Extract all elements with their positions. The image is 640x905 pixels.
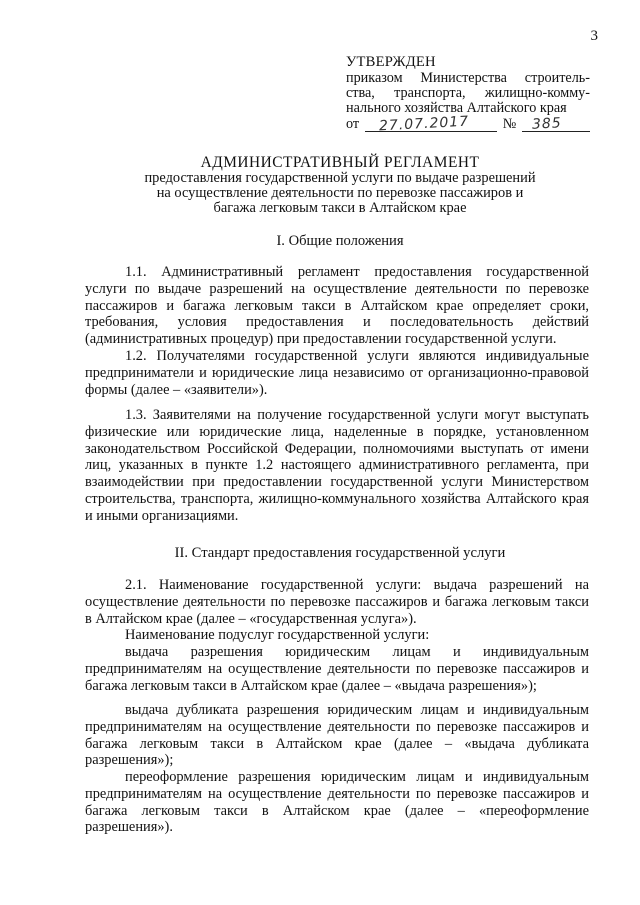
document-title: АДМИНИСТРАТИВНЫЙ РЕГЛАМЕНТ xyxy=(200,154,480,171)
subtitle-line: багажа легковым такси в Алтайском крае xyxy=(213,200,467,216)
number-prefix: № xyxy=(502,116,517,132)
paragraph-subservices-intro: Наименование подуслуг государственной услуги: xyxy=(125,627,430,643)
paragraph-subservice-issue: выдача разрешения юридическим лицам и индивидуальным предпринимателям на осуществление деятельности по перевозке пассажиров и багажа легковым такси в Алтайском крае (далее – «выдача разрешения»); xyxy=(85,644,589,694)
approval-title: УТВЕРЖДЕН xyxy=(346,54,436,70)
paragraph-1-3: 1.3. Заявителями на получение государственной услуги могут выступать физические или юридические лица, наделенные в порядке, установленном законодательством Российской Федерации, полномочиями выступать от имени лиц, указанных в пункте 1.2 настоящего административного регламента, при взаимодействии при предоставлении государственной услуги Министерством строительства, транспорта, жилищно-коммунального хозяйства Алтайского края и иными организациями. xyxy=(85,407,589,524)
approval-date-row xyxy=(346,113,590,135)
paragraph-subservice-reissue: переоформление разрешения юридическим лицам и индивидуальным предпринимателям на осуществление деятельности по перевозке пассажиров и багажа легковым такси в Алтайском крае (далее – «переоформление разрешения»). xyxy=(85,769,589,836)
approval-block xyxy=(346,54,590,135)
section-heading-standard: II. Стандарт предоставления государственной услуги xyxy=(174,545,506,561)
paragraph-subservice-duplicate: выдача дубликата разрешения юридическим лицам и индивидуальным предпринимателям на осуществление деятельности по перевозке пассажиров и багажа легковым такси в Алтайском крае (далее – «выдача дубликата разрешения»); xyxy=(85,702,589,769)
approval-line-3: нального хозяйства Алтайского края xyxy=(346,100,567,116)
number-field xyxy=(522,117,590,132)
section-heading-general: I. Общие положения xyxy=(276,233,404,249)
document-subtitle xyxy=(60,171,620,216)
paragraph-2-1: 2.1. Наименование государственной услуги: выдача разрешений на осуществление деятельности по перевозке пассажиров и багажа легковым такси в Алтайском крае (далее – «государственная услуга»). xyxy=(85,577,589,627)
subtitle-line: на осуществление деятельности по перевозке пассажиров и xyxy=(156,185,524,201)
approval-line-1: приказом Министерства строитель- xyxy=(346,70,590,86)
handwritten-number: 385 xyxy=(531,115,563,133)
date-prefix: от xyxy=(346,116,360,132)
paragraph-1-2: 1.2. Получателями государственной услуги являются индивидуальные предприниматели и юридические лица независимо от организационно-правовой формы (далее – «заявители»). xyxy=(85,348,589,398)
handwritten-date: 27.07.2017 xyxy=(378,113,470,135)
approval-line-2: ства, транспорта, жилищно-комму- xyxy=(346,85,590,101)
subtitle-line: предоставления государственной услуги по выдаче разрешений xyxy=(144,170,536,186)
paragraph-1-1: 1.1. Административный регламент предоставления государственной услуги по выдаче разрешений на осуществление деятельности по перевозке пассажиров и багажа легковым такси в Алтайском крае определяет сроки, требования, условия предоставления и последовательность действий (административных процедур) при предоставлении государственной услуги. xyxy=(85,264,589,348)
page-number: 3 xyxy=(590,28,598,44)
date-field xyxy=(365,113,497,135)
